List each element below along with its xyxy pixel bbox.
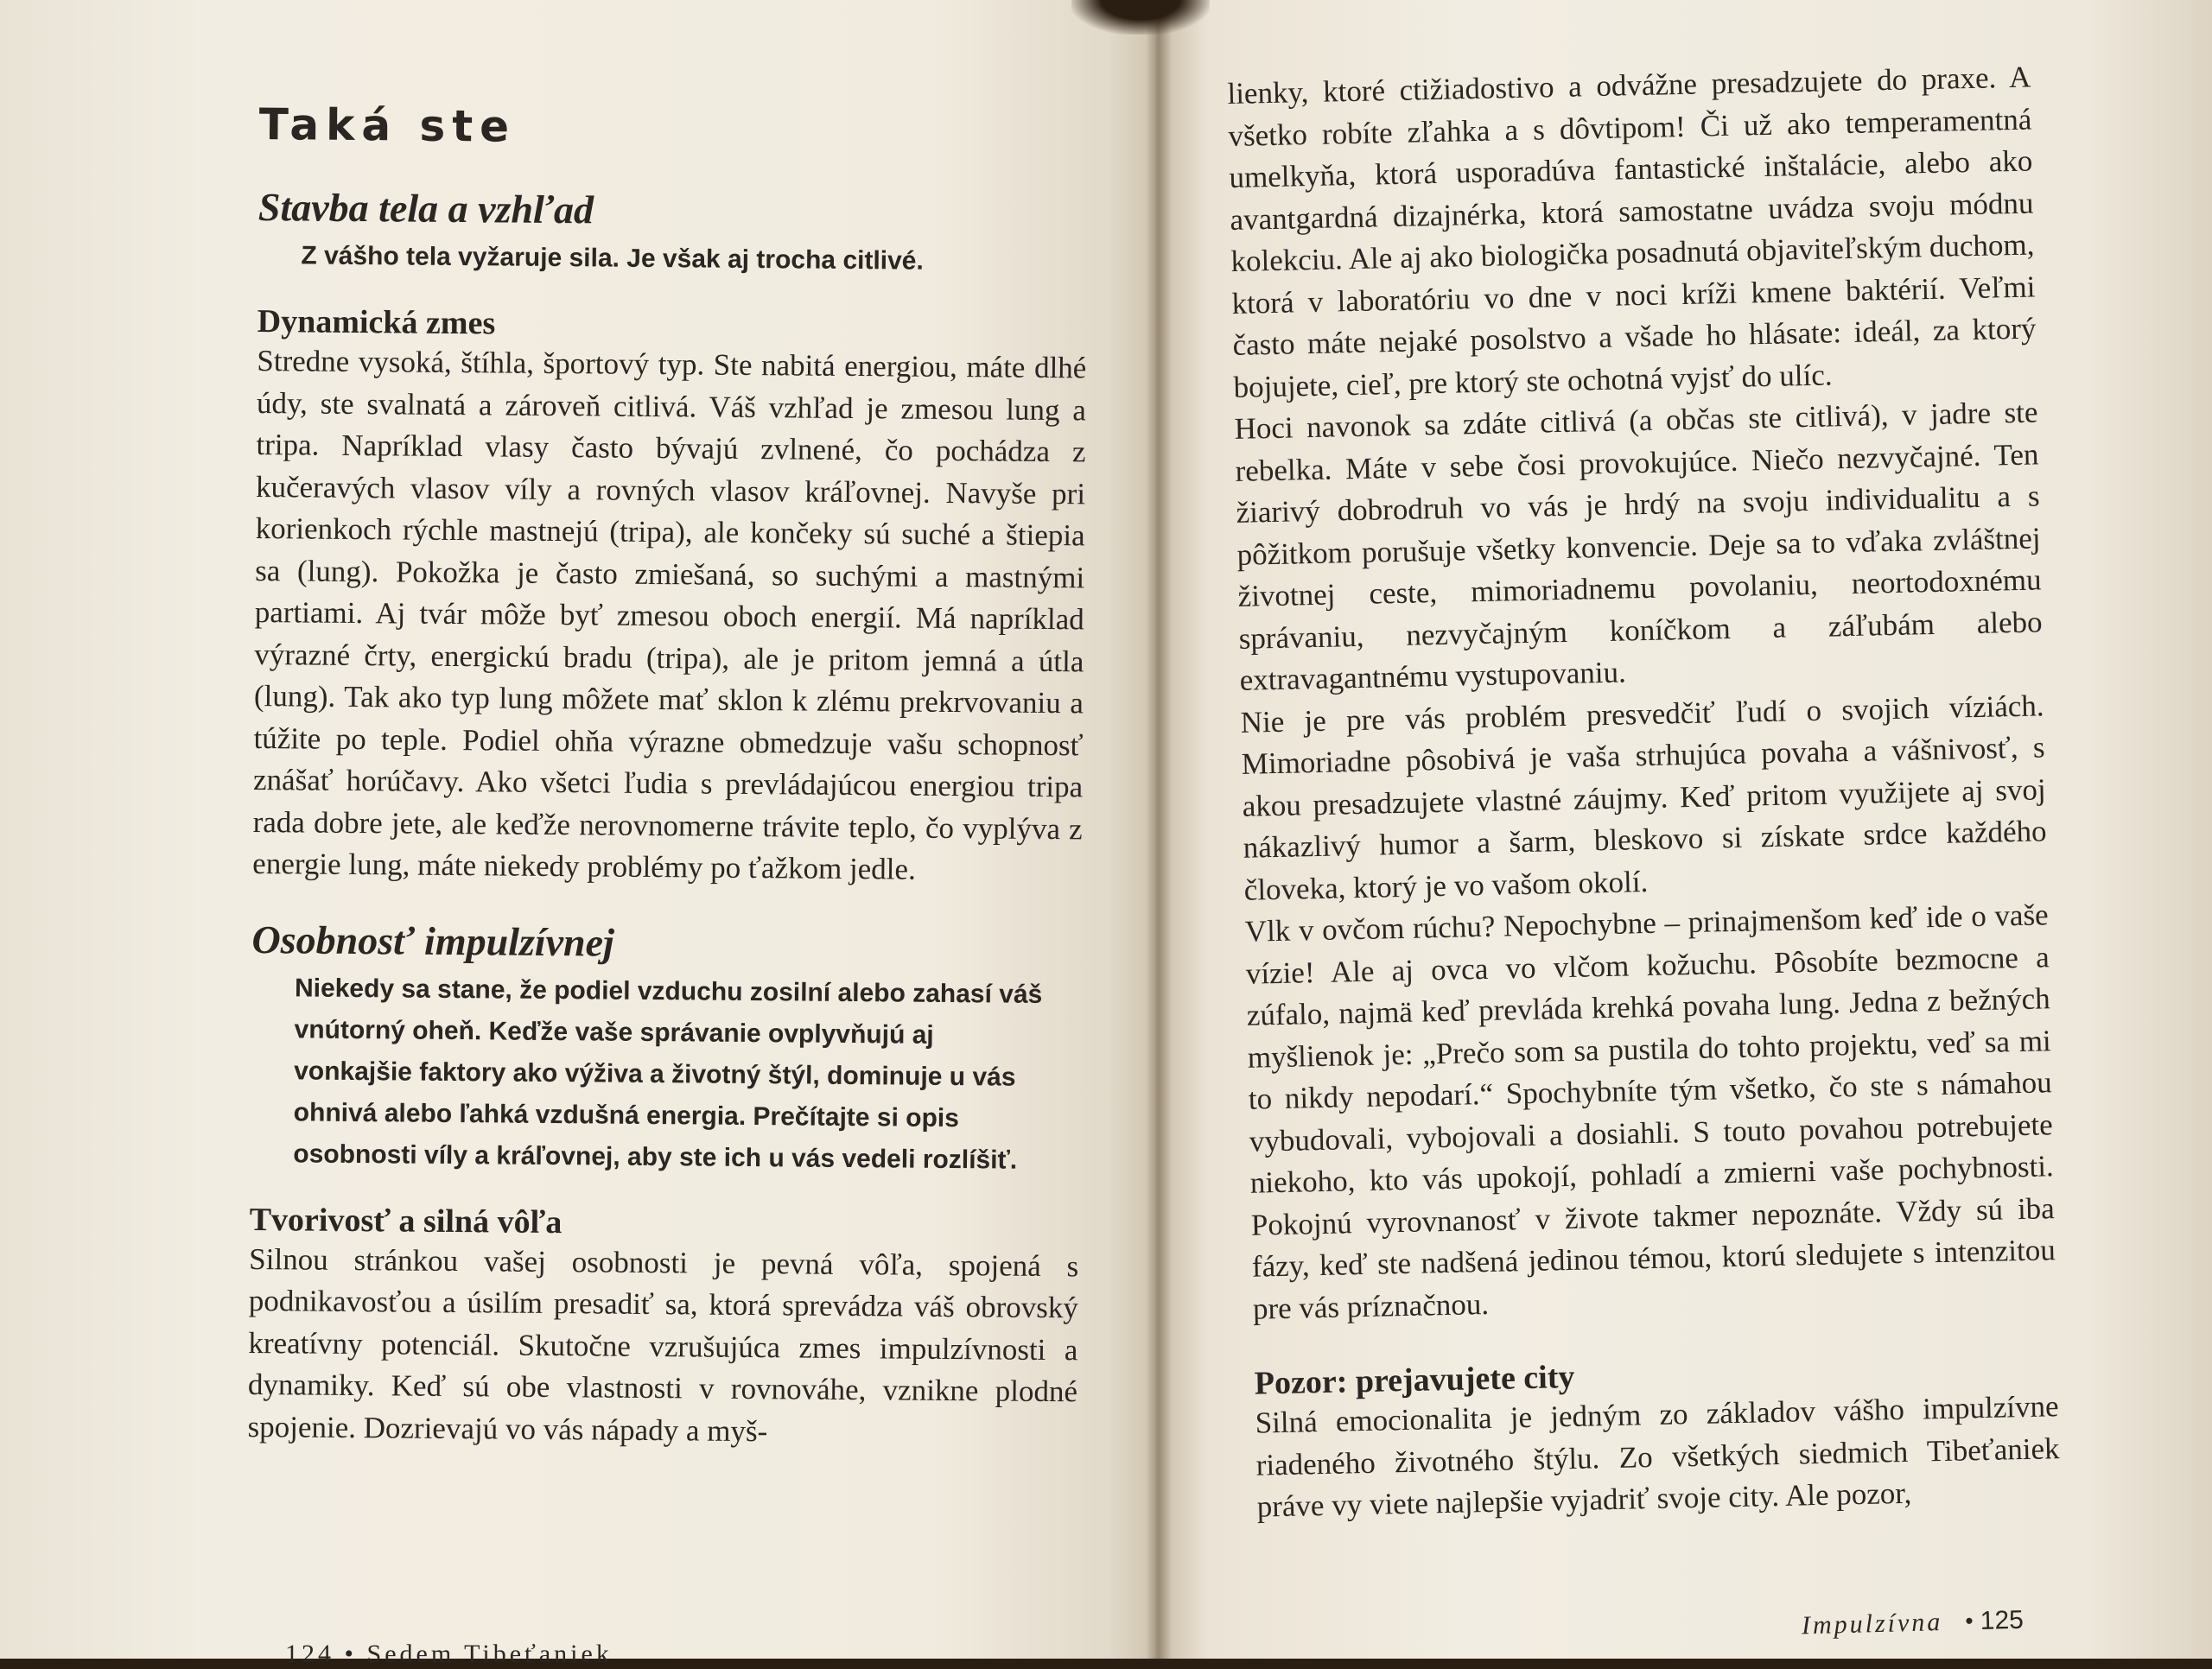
paragraph-wolf: Vlk v ovčom rúchu? Nepochybne – prinajmenšom keď ide o vaše vízie! Ale aj ovca vo vlčom kožuchu. Pôsobíte bezmocne a zúfalo, najmä keď prevláda krehká povaha lung. Jedna z bežných myšlienok je: „Prečo som sa pustila do tohto projektu, veď sa mi to nikdy nepodarí.“ Spochybníte tým všetko, čo ste s námahou vybudovali, vybojovali a dosiahli. S touto povahou potrebujete niekoho, kto vás upokojí, pohladí a zmierni vaše pochybnosti. Pokojnú vyrovnanosť v živote takmer nepoznáte. Vždy sú iba fázy, keď ste nadšená jedinou témou, ktorú sledujete s intenzitou pre vás príznačnou.	[1244, 898, 2056, 1326]
left-folio: 124 • Sedem Tibeťaniek	[285, 1640, 613, 1668]
spine-shadow	[1071, 0, 1210, 35]
subsection-title-dynamic: Dynamická zmes	[257, 302, 496, 342]
section-title-body: Stavba tela a vzhľad	[257, 184, 594, 232]
paragraph-rebel: Hoci navonok sa zdáte citlivá (a občas ste citlivá), v jadre ste rebelka. Máte v sebe čosi provokujúce. Niečo nezvyčajné. Ten žiarivý dobrodruh vo vás je hrdý na svoju individualitu a s pôžitkom porušuje všetky konvencie. Deje sa to vďaka zvláštnej životnej ceste, mimoriadnemu povolaniu, neortodoxnému správaniu, nezvyčajným koníčkom a záľubám alebo extravagantnému vystupovaniu.	[1234, 395, 2043, 697]
paragraph-emotions: Silná emocionalita je jedným zo základov vášho impulzívne riadeného životného štýlu. Zo všetkých siedmich Tibeťaniek práve vy viete najlepšie vyjadriť svoje city. Ale pozor,	[1255, 1389, 2060, 1524]
folio-separator: •	[1964, 1607, 1974, 1636]
paragraph-creativity: Silnou stránkou vašej osobnosti je pevná vôľa, spojená s podnikavosťou a úsilím presadiť sa, ktorá sprevádza váš obrovský kreatívny potenciál. Skutočne vzrušujúca zmes impulzívnosti a dynamiky. Keď sú obe vlastnosti v rovnováhe, vznikne plodné spojenie. Dozrievajú vo vás nápady a myš-	[247, 1241, 1079, 1448]
section-lead-body: Z vášho tela vyžaruje sila. Je však aj trocha citlivé.	[301, 241, 924, 276]
right-page-content	[1227, 57, 2061, 1529]
paragraph-dynamic-mix: Stredne vysoká, štíhla, športový typ. Ste nabitá energiou, máte dlhé údy, ste svalnatá a zároveň citlivá. Váš vzhľad je zmesou lung a tripa. Napríklad vlasy často bývajú zvlnené, čo pochádza z kučeravých vlasov víly a rovných vlasov kráľovnej. Navyše pri korienkoch rýchle mastnejú (tripa), ale končeky sú suché a štiepia sa (lung). Pokožka je často zmiešaná, so suchými a mastnými partiami. Aj tvár môže byť zmesou oboch energií. Má napríklad výrazné črty, energickú bradu (tripa), ale je pritom jemná a útla (lung). Tak ako typ lung môžete mať sklon k zlému prekrvovaniu a túžite po teple. Podiel ohňa výrazne obmedzuje vašu schopnosť znášať horúčavy. Ako všetci ľudia s prevládajúcou energiou tripa rada dobre jete, ale keďže nerovnomerne trávite teplo, čo vyplýva z energie lung, máte niekedy problémy po ťažkom jedle.	[252, 343, 1087, 886]
book-gutter	[1146, 0, 1172, 1659]
running-head: Impulzívna	[1801, 1608, 1943, 1640]
paragraph-visions: Nie je pre vás problém presvedčiť ľudí o svojich víziách. Mimoriadne pôsobivá je vaša strhujúca povaha a vášnivosť, s akou presadzujete vlastné záujmy. Keď pritom využijete aj svoj nákazlivý humor a šarm, bleskovo si získate srdce každého človeka, ktorý je vo vašom okolí.	[1240, 688, 2047, 907]
chapter-title: Taká ste	[258, 99, 517, 152]
subsection-title-emotions: Pozor: prejavujete city	[1254, 1358, 1575, 1402]
page-number: 125	[1980, 1605, 2024, 1635]
left-page-content	[247, 99, 1089, 1455]
paragraph-continued: lienky, ktoré ctižiadostivo a odvážne presadzujete do praxe. A všetko robíte zľahka a s dôvtipom! Či už ako temperamentná umelkyňa, ktorá usporadúva fantastické inštalácie, alebo ako avantgardná dizajnérka, ktorá samostatne uvádza svoju módnu kolekciu. Ale aj ako biologička posadnutá objaviteľským duchom, ktorá v laboratóriu vo dne v noci kríži kmene baktérií. Veľmi často máte nejaké posolstvo a všade ho hlásate: ideál, za ktorý bojujete, cieľ, pre ktorý ste ochotná vyjsť do ulíc.	[1227, 60, 2037, 404]
section-lead-personality: Niekedy sa stane, že podiel vzduchu zosilní alebo zahasí váš vnútorný oheň. Keďže vaše správanie ovplyvňujú aj vonkajšie faktory ako výživa a životný štýl, dominuje u vás ohnivá alebo ľahká vzdušná energia. Prečítajte si opis osobnosti víly a kráľovnej, aby ste ich u vás vedeli rozlíšiť.	[293, 973, 1043, 1175]
section-title-personality: Osobnosť impulzívnej	[251, 917, 615, 965]
subsection-title-creativity: Tvorivosť a silná vôľa	[249, 1201, 563, 1241]
right-folio	[1802, 1606, 2024, 1641]
